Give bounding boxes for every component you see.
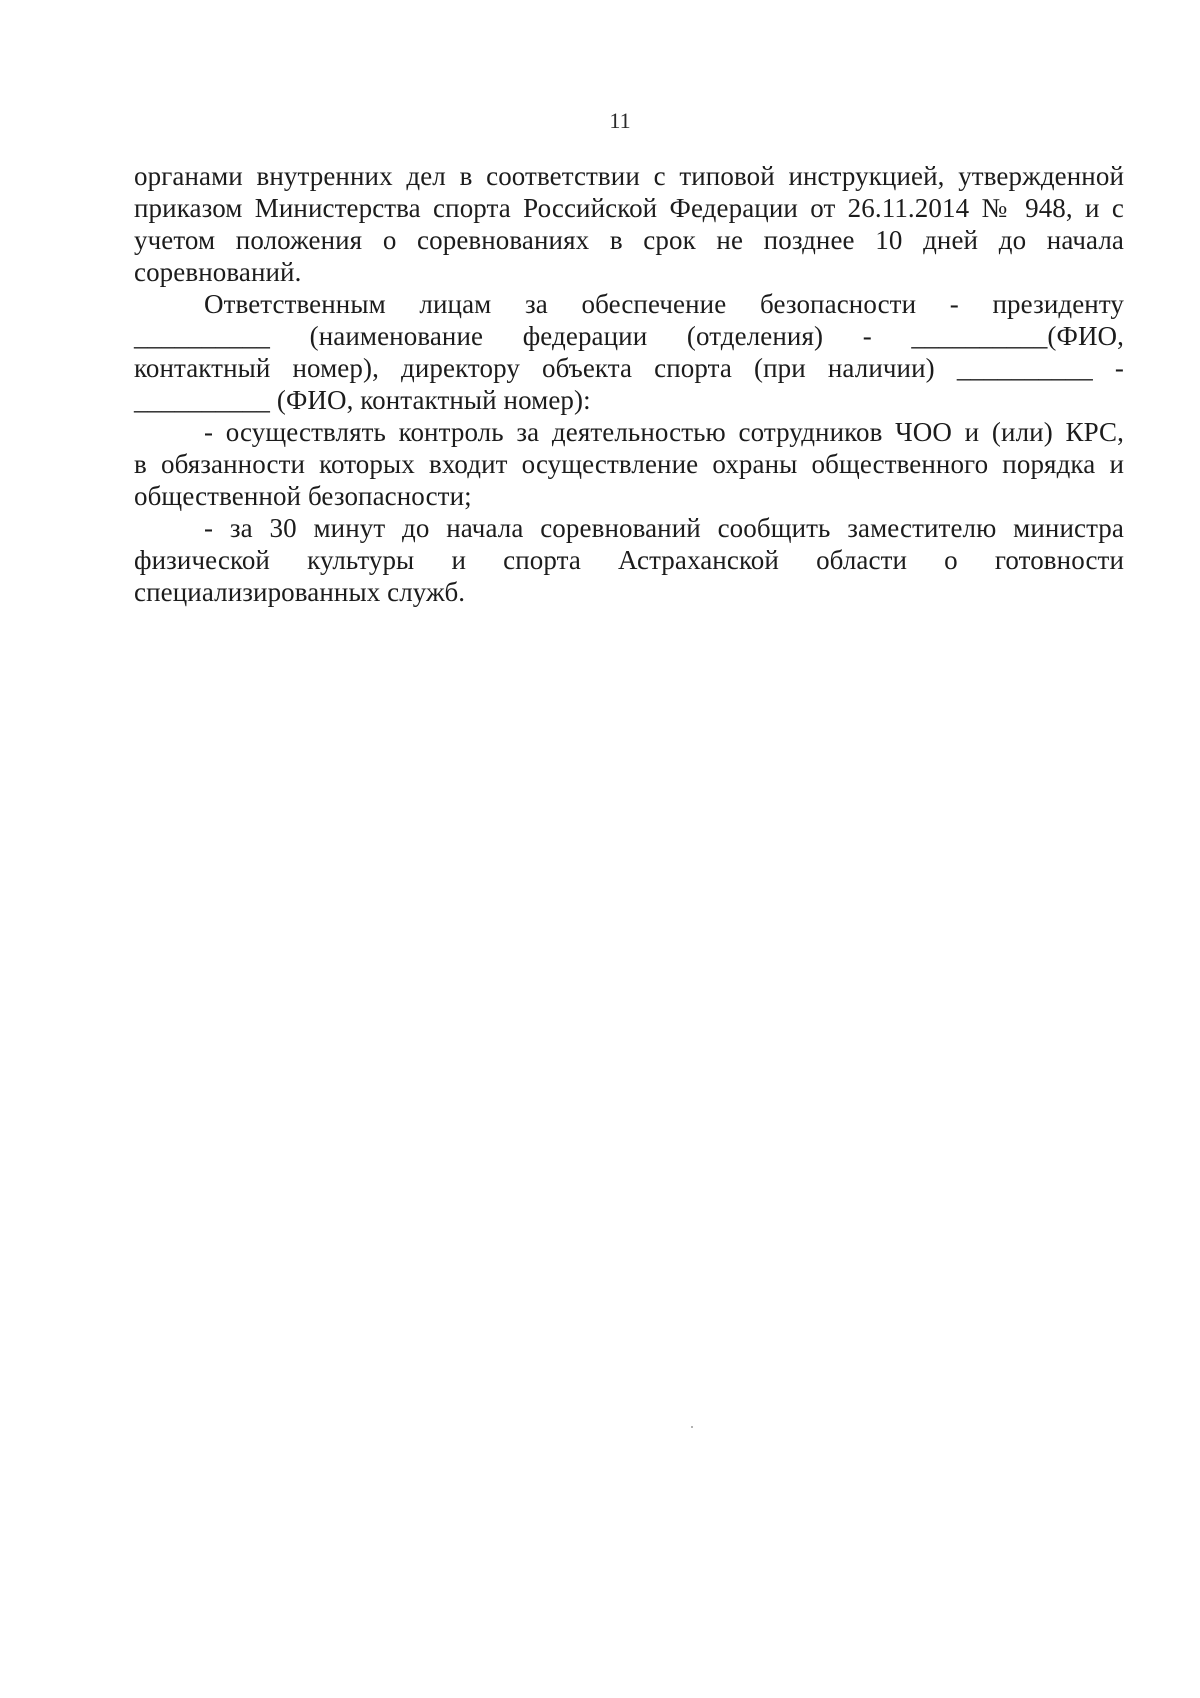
text-line: специализированных служб. xyxy=(134,577,466,607)
text-line: приказом Министерства спорта Российской Федерации от 26.11.2014 № 948, и с xyxy=(134,193,1124,223)
text-line: в обязанности которых входит осуществление охраны общественного порядка и xyxy=(134,449,1124,479)
paragraph-continuation xyxy=(134,160,1124,288)
page-number: 11 xyxy=(609,108,631,133)
text-line: Ответственным лицам за обеспечение безопасности - президенту xyxy=(204,289,1124,319)
document-body xyxy=(134,160,1124,608)
text-line: общественной безопасности; xyxy=(134,481,472,511)
text-line: __________ (наименование федерации (отделения) - __________(ФИО, xyxy=(134,321,1124,351)
text-line: контактный номер), директору объекта спорта (при наличии) __________ - xyxy=(134,353,1124,383)
text-line: - осуществлять контроль за деятельностью сотрудников ЧОО и (или) КРС, xyxy=(204,417,1124,447)
paragraph-responsible-persons xyxy=(134,288,1124,416)
text-line: __________ (ФИО, контактный номер): xyxy=(134,385,591,415)
paragraph-control-item xyxy=(134,416,1124,512)
text-line: соревнований. xyxy=(134,257,302,287)
text-line: физической культуры и спорта Астраханской области о готовности xyxy=(134,545,1124,575)
scan-speck xyxy=(691,1426,693,1428)
text-line: учетом положения о соревнованиях в срок не позднее 10 дней до начала xyxy=(134,225,1124,255)
text-line: органами внутренних дел в соответствии с типовой инструкцией, утвержденной xyxy=(134,161,1124,191)
paragraph-report-item xyxy=(134,512,1124,608)
text-line: - за 30 минут до начала соревнований сообщить заместителю министра xyxy=(204,513,1124,543)
